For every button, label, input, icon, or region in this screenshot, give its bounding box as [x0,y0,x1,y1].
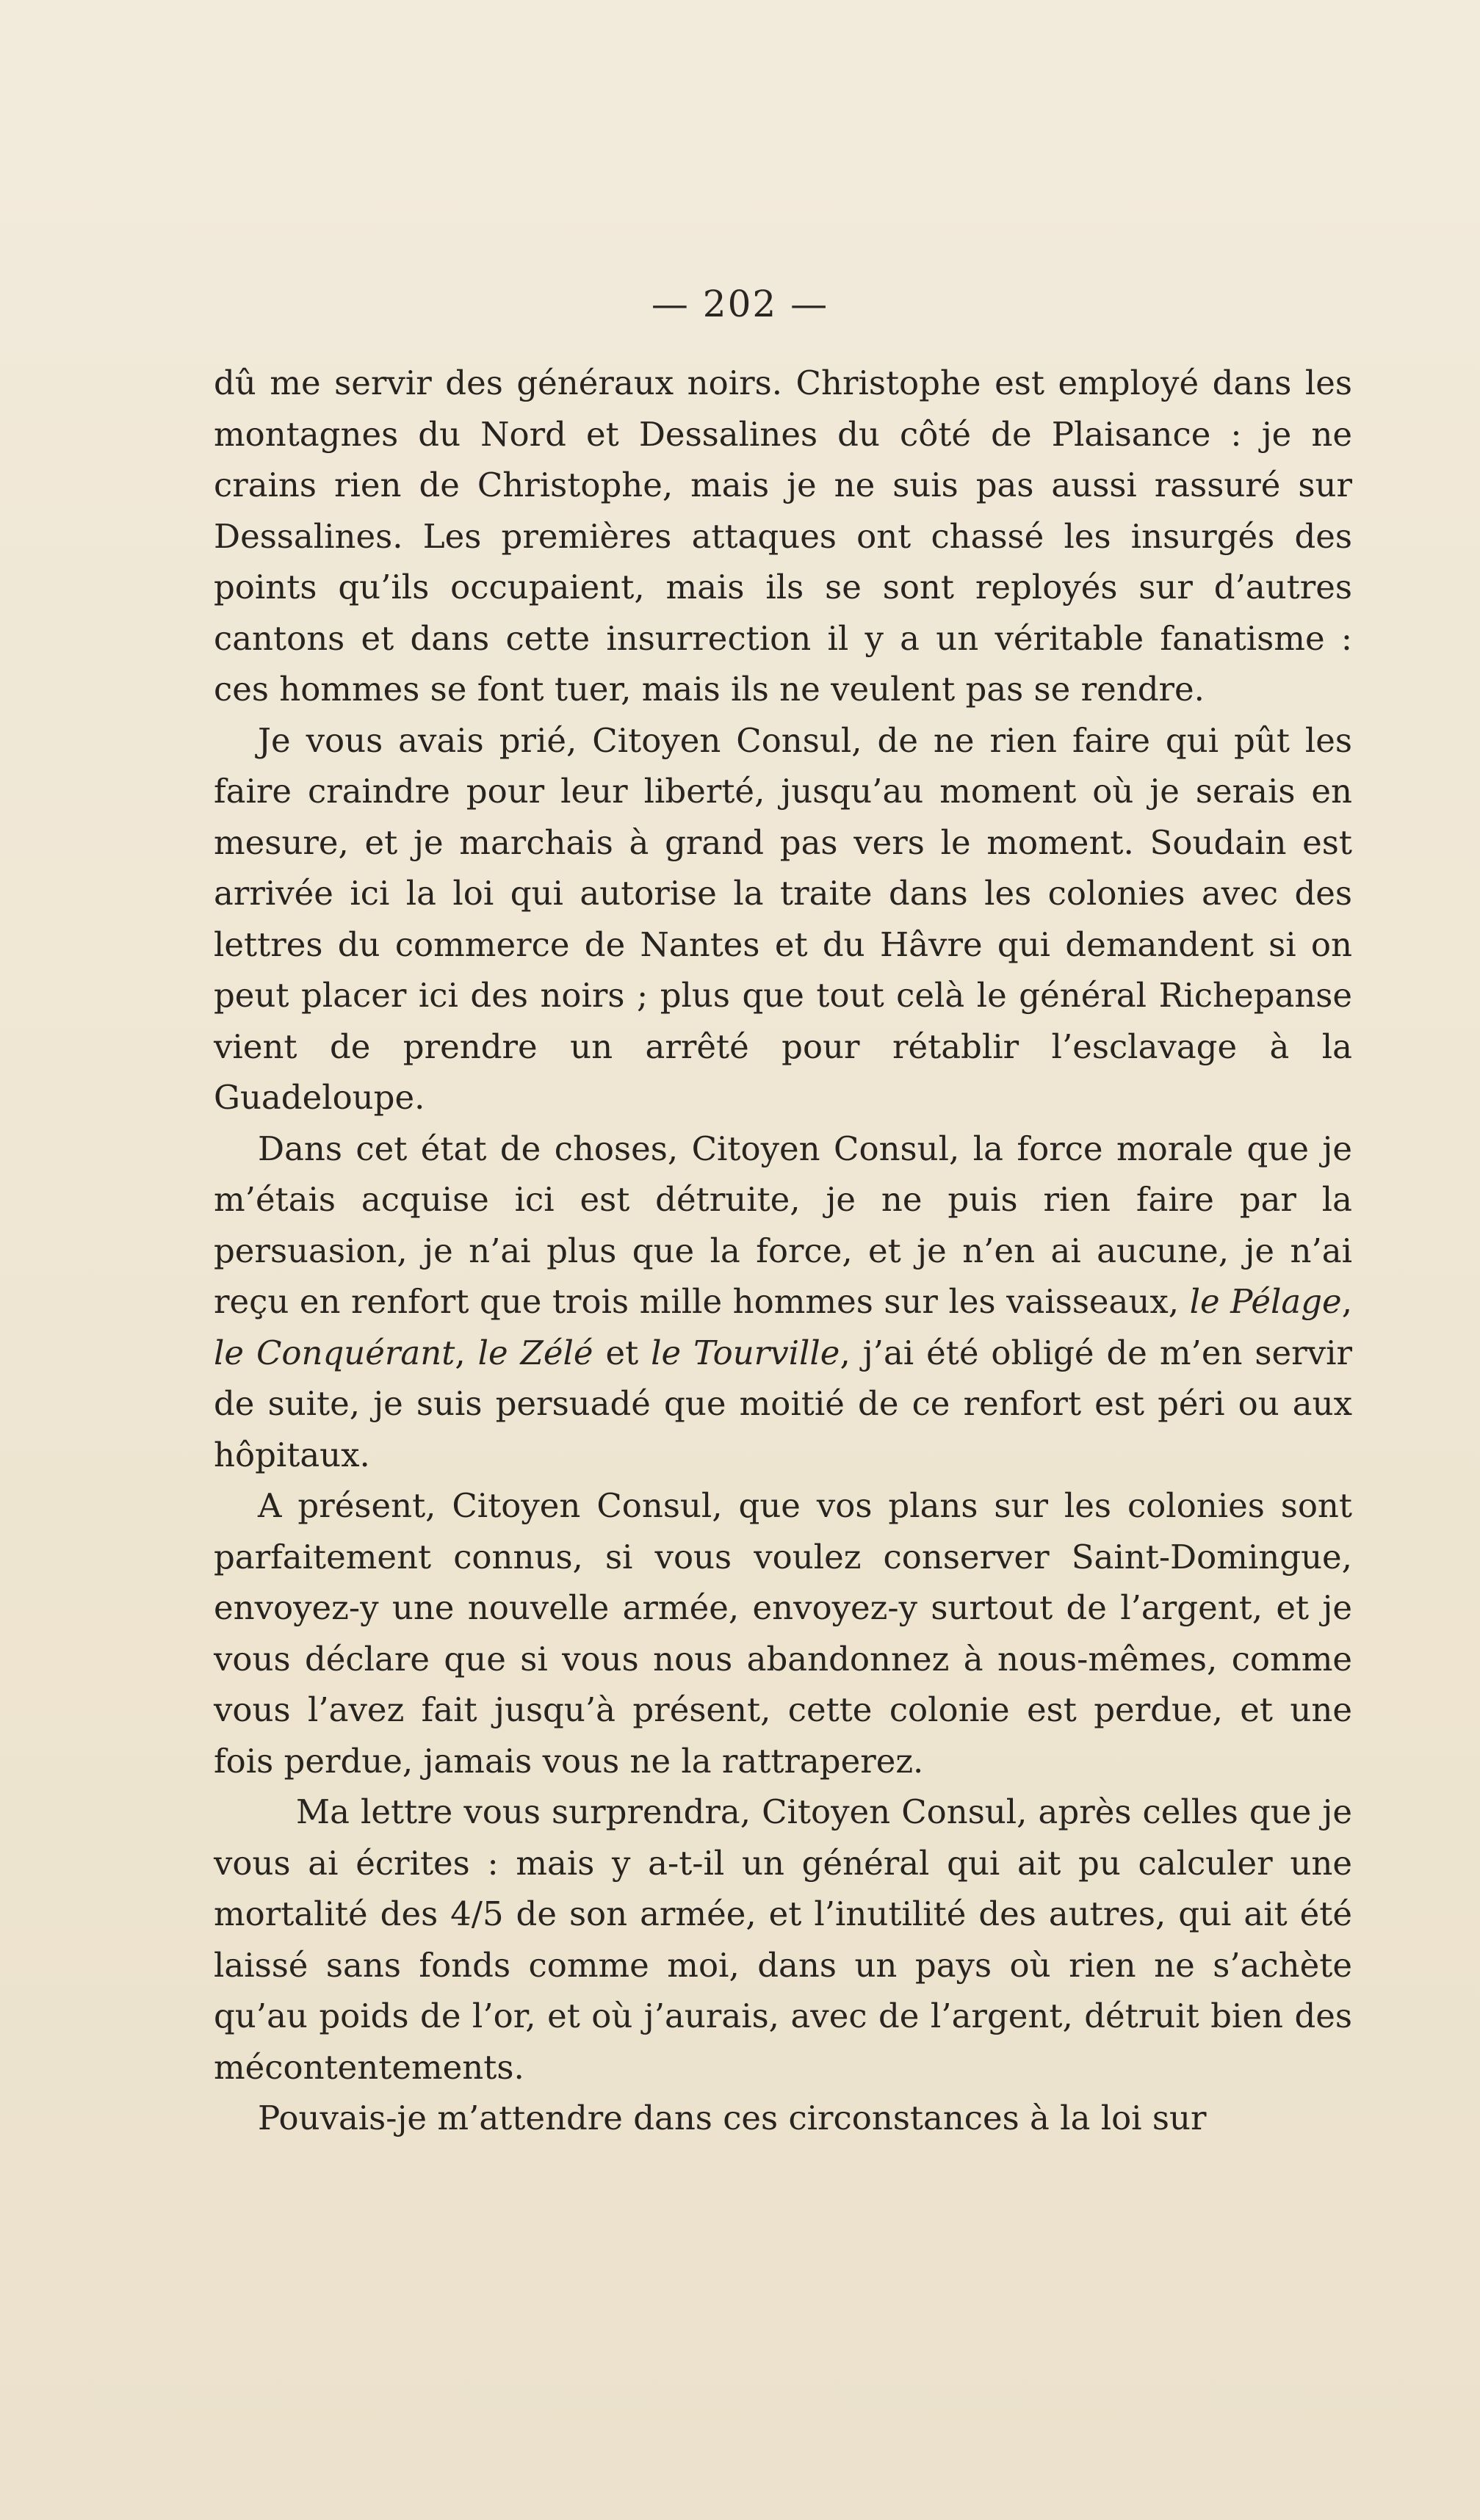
text-run: et [593,1333,651,1372]
text-run: dû me servir des généraux noirs. Christophe est employé dans les montagnes du Nord et Dessalines du côté de Plaisance : je ne crains rien de Christophe, mais je ne suis pas aussi rassuré sur Dessalines. Les premières attaques ont chassé les insurgés des points qu’ils occupaient, mais ils se sont reployés sur d’autres cantons et dans cette insurrection il y a un véritable fanatisme : ces hommes se font tuer, mais ils ne veulent pas se rendre. [214,363,1352,709]
ship-name: le Tourville [651,1333,840,1372]
paragraph-4 [214,1480,1352,1786]
ship-name: le Zélé [477,1333,593,1372]
ship-name: le Conquérant [214,1333,455,1372]
paragraph-2 [214,715,1352,1123]
paragraph-6 [214,2093,1352,2144]
text-run: A présent, Citoyen Consul, que vos plans sur les colonies sont parfaitement connus, si vous voulez conserver Saint-Domingue, envoyez-y une nouvelle armée, envoyez-y surtout de l’argent, et je vous déclare que si vous nous abandonnez à nous-mêmes, comme vous l’avez fait jusqu’à présent, cette colonie est perdue, et une fois perdue, jamais vous ne la rattraperez. [214,1486,1352,1781]
text-run: , j’ai été obligé de m’en servir de suite, je suis persuadé que moitié de ce renfort est péri ou aux hôpitaux. [214,1333,1352,1474]
text-run: Dans cet état de choses, Citoyen Consul, la force morale que je m’étais acquise ici est détruite, je ne puis rien faire par la persuasion, je n’ai plus que la force, et je n’en ai aucune, je n’ai reçu en renfort que trois mille hommes sur les vaisseaux, [214,1129,1352,1321]
text-run: , [455,1333,478,1372]
paragraph-3 [214,1123,1352,1481]
body-text [214,358,1352,2144]
text-run: Je vous avais prié, Citoyen Consul, de ne rien faire qui pût les faire craindre pour leur liberté, jusqu’au moment où je serais en mesure, et je marchais à grand pas vers le moment. Soudain est arrivée ici la loi qui autorise la traite dans les colonies avec des lettres du commerce de Nantes et du Hâvre qui demandent si on peut placer ici des noirs ; plus que tout celà le général Richepanse vient de prendre un arrêté pour rétablir l’esclavage à la Guadeloupe. [214,720,1352,1117]
text-run: Pouvais-je m’attendre dans ces circonstances à la loi sur [258,2099,1207,2137]
text-run: Ma lettre vous surprendra, Citoyen Consul, après celles que je vous ai écrites : mais y a-t-il un général qui ait pu calculer une mortalité des 4/5 de son armée, et l’inutilité des autres, qui ait été laissé sans fonds comme moi, dans un pays où rien ne s’achète qu’au poids de l’or, et où j’aurais, avec de l’argent, détruit bien des mécontentements. [214,1792,1352,2087]
ship-name: le Pélage [1189,1282,1342,1321]
page-number: — 202 — [651,283,829,325]
paragraph-1 [214,358,1352,715]
text-run: , [1341,1282,1352,1321]
paragraph-5 [214,1786,1352,2093]
